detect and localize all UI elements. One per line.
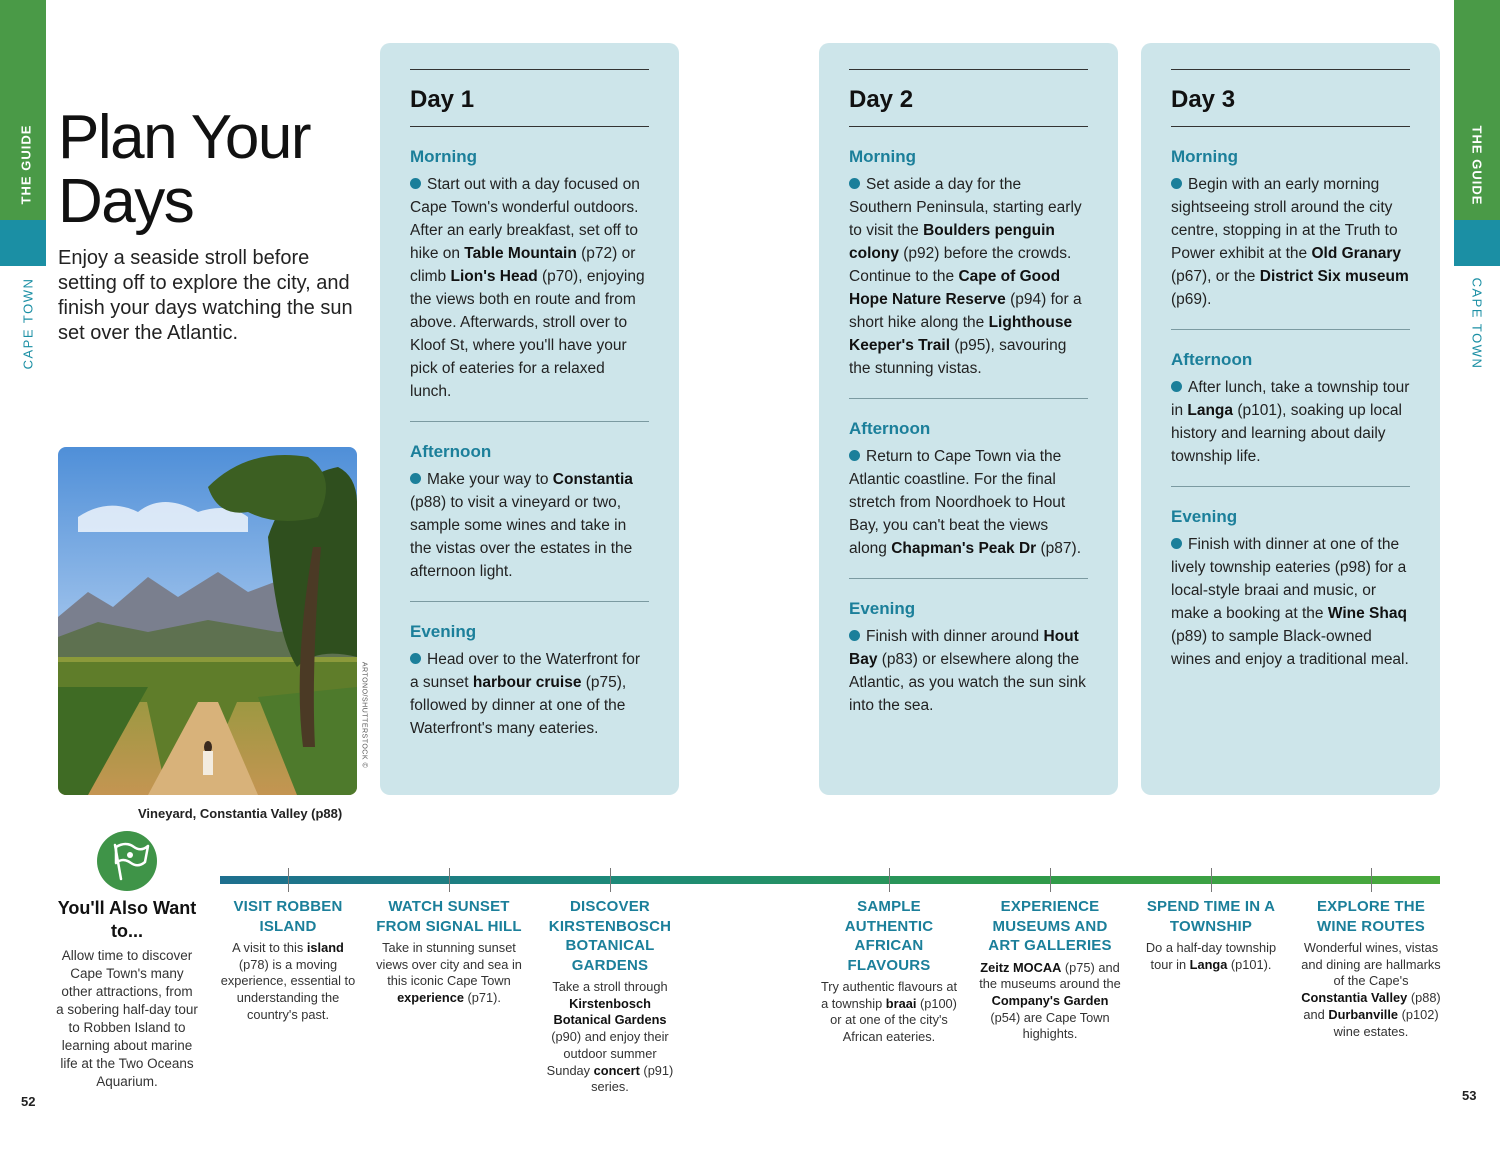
timeline-tick [1371, 868, 1372, 892]
flag-icon-glyph [97, 831, 157, 891]
intro-paragraph: Enjoy a seaside stroll before setting off to explore the city, and finish your days watching the sun set over the Atlantic. [58, 247, 353, 344]
bold-text: Chapman's Peak Dr [891, 540, 1037, 557]
text-run: (p100) or at one of the city's African eateries. [830, 995, 957, 1045]
bold-text: Lion's Head [450, 268, 538, 285]
bold-text: Wine Shaq [1327, 605, 1407, 622]
day-section [849, 399, 1088, 578]
timeline-item [376, 897, 522, 1007]
bullet-dot-icon [410, 653, 421, 664]
text-run: A visit to this [232, 940, 307, 955]
day-card-content [410, 69, 649, 758]
item-body [220, 940, 356, 1024]
text-run: Do a half-day township tour in [1145, 940, 1277, 972]
text-run: (p101). [1227, 956, 1272, 972]
bold-text: Table Mountain [464, 245, 577, 262]
text-run: Wonderful wines, vistas and dining are hallmarks of the Cape's [1301, 940, 1441, 989]
text-run: Return to Cape Town via the Atlantic coastline. For the final stretch from Noordhoek to Hout Bay, you can't beat the views along [849, 448, 1066, 557]
bold-text: Cape of Good Hope Nature Reserve [849, 268, 1061, 308]
bullet-dot-icon [1171, 538, 1182, 549]
item-body [1300, 940, 1442, 1040]
text-run: (p91) series. [591, 1062, 674, 1095]
timeline-tick [449, 868, 450, 892]
bold-text: Boulders penguin colony [849, 222, 1055, 262]
left-tab-guide-label: THE GUIDE [18, 124, 34, 205]
text-run: (p88) and [1303, 990, 1441, 1022]
text-run: (p83) or elsewhere along the Atlantic, as you watch the sun sink into the sea. [849, 651, 1086, 714]
day-card-3 [1141, 43, 1440, 795]
section-heading: Morning [410, 147, 478, 166]
photo-credit-text: ARTONO/SHUTTERSTOCK © [360, 661, 368, 769]
text-run: Take a stroll through [552, 979, 668, 994]
text-run: Make your way to [427, 471, 553, 488]
text-run: (p102) wine estates. [1333, 1006, 1439, 1039]
item-body [1141, 940, 1281, 973]
text-run: After lunch, take a township tour in [1171, 379, 1410, 419]
day-title: Day 1 [410, 86, 475, 113]
bold-text: District Six museum [1259, 268, 1409, 285]
timeline-tick [610, 868, 611, 892]
section-heading: Evening [849, 599, 916, 618]
section-heading: Afternoon [849, 419, 931, 438]
bold-text: harbour cruise [472, 674, 582, 691]
timeline-tick [889, 868, 890, 892]
bold-text: Constantia Valley [1301, 990, 1408, 1006]
day-card-content [1171, 69, 1410, 689]
day-card-content [849, 69, 1088, 735]
text-run: Finish with dinner at one of the lively township eateries (p98) for a local-style braai and music, or make a booking at the [1171, 536, 1407, 622]
page-title-line-2: Days [58, 167, 194, 236]
section-heading: Evening [410, 622, 477, 641]
section-heading: Morning [849, 147, 917, 166]
text-run: (p67), or the [1171, 268, 1260, 285]
section-body [1171, 533, 1410, 671]
section-body [849, 445, 1088, 560]
text-run: (p70), enjoying the views both en route and from above. Afterwards, stroll over to Kloof St, where you'll have your pick of eateries for a relaxed lunch. [410, 268, 645, 400]
bullet-dot-icon [410, 473, 421, 484]
bold-text: Lighthouse Keeper's Trail [849, 314, 1073, 354]
timeline-tick [1211, 868, 1212, 892]
page-title-line-1: Plan Your [58, 103, 310, 172]
section-heading: Afternoon [410, 442, 492, 461]
bullet-dot-icon [1171, 178, 1182, 189]
page-number-left: 52 [21, 1094, 36, 1109]
text-run: Take in stunning sunset views over city and sea in this iconic Cape Town [376, 940, 522, 989]
text-run: (p75) and the museums around the [979, 959, 1121, 992]
item-heading: SAMPLE AUTHENTIC AFRICAN FLAVOURS [844, 898, 934, 974]
timeline-item [1141, 897, 1281, 973]
section-heading: Morning [1171, 147, 1239, 166]
text-run: (p87). [1036, 540, 1082, 557]
vineyard-photo [58, 447, 357, 795]
section-body [1171, 376, 1410, 468]
text-run: (p69). [1171, 291, 1212, 308]
day-section [849, 127, 1088, 398]
right-tab-city-label: CAPE TOWN [1469, 277, 1485, 370]
day-section [410, 422, 649, 601]
text-run: Set aside a day for the Southern Peninsula, starting early to visit the [849, 176, 1082, 239]
timeline-tick [288, 868, 289, 892]
text-run: Start out with a day focused on Cape Town's wonderful outdoors. After an early breakfast, set off to hike on [410, 176, 640, 262]
bullet-dot-icon [849, 630, 860, 641]
photo-credit [358, 660, 370, 770]
text-run: (p72) or climb [410, 245, 636, 285]
text-run: (p71). [463, 990, 501, 1006]
right-tab-guide-label: THE GUIDE [1469, 125, 1485, 206]
also-want-title: You'll Also Want to... [57, 898, 197, 941]
item-heading: VISIT ROBBEN ISLAND [233, 898, 343, 935]
day-title: Day 3 [1171, 86, 1236, 113]
text-run: (p78) is a moving experience, essential to understanding the country's past. [220, 956, 356, 1022]
text-run: (p90) and enjoy their outdoor summer Sunday [546, 1029, 669, 1078]
bold-text: Hout Bay [849, 628, 1079, 668]
section-heading: Evening [1171, 507, 1238, 526]
item-heading: WATCH SUNSET FROM SIGNAL HILL [376, 898, 522, 935]
text-run: Begin with an early morning sightseeing stroll around the city centre, stopping in at the Truth to Power exhibit at the [1171, 176, 1398, 262]
timeline-tick [1050, 868, 1051, 892]
section-body [1171, 173, 1410, 311]
item-heading: EXPERIENCE MUSEUMS AND ART GALLERIES [988, 898, 1112, 954]
text-run: (p88) to visit a vineyard or two, sample some wines and take in the vistas over the estates in the afternoon light. [410, 494, 633, 580]
bold-text: braai [885, 995, 917, 1011]
text-run: (p94) for a short hike along the [849, 291, 1082, 331]
day-section [410, 127, 649, 421]
page-title [58, 103, 310, 236]
section-body [410, 468, 649, 583]
text-run: Finish with dinner around [866, 628, 1044, 645]
day-section [410, 602, 649, 758]
bold-text: Kirstenbosch Botanical Gardens [553, 995, 667, 1028]
text-run: (p92) before the crowds. Continue to the [849, 245, 1072, 285]
item-heading: SPEND TIME IN A TOWNSHIP [1146, 898, 1276, 935]
bold-text: Constantia [552, 471, 633, 488]
bold-text: experience [397, 990, 464, 1006]
day-section [1171, 127, 1410, 329]
item-body [376, 940, 522, 1007]
text-run: Head over to the Waterfront for a sunset [410, 651, 641, 691]
section-body [410, 173, 649, 403]
section-body [849, 625, 1088, 717]
bold-text: Durbanville [1328, 1006, 1399, 1022]
day-card-1 [380, 43, 679, 795]
item-body [976, 960, 1124, 1044]
bullet-dot-icon [1171, 381, 1182, 392]
bold-text: Langa [1187, 402, 1234, 419]
bullet-dot-icon [849, 178, 860, 189]
item-body [818, 979, 960, 1046]
section-heading: Afternoon [1171, 350, 1253, 369]
bold-text: island [306, 940, 344, 955]
bold-text: Zeitz MOCAA [980, 959, 1062, 975]
day-title: Day 2 [849, 86, 914, 113]
text-run: (p89) to sample Black-owned wines and enjoy a traditional meal. [1171, 628, 1409, 668]
left-side-tab [0, 0, 46, 380]
bold-text: Langa [1189, 956, 1228, 972]
timeline-item [1300, 897, 1442, 1040]
text-run: (p54) are Cape Town highights. [990, 1009, 1110, 1042]
vineyard-photo-illustration [58, 447, 357, 795]
right-side-tab [1454, 0, 1500, 380]
item-body [540, 979, 680, 1096]
bold-text: concert [593, 1062, 640, 1078]
flag-icon [97, 831, 157, 891]
day-section [1171, 487, 1410, 689]
text-run: (p101), soaking up local history and learning about daily township life. [1171, 402, 1402, 465]
timeline-item [540, 897, 680, 1096]
also-want-text: Allow time to discover Cape Town's many other attractions, from a sobering half-day tour to Robben Island to learning about marine life at the Two Oceans Aquarium. [56, 948, 198, 1089]
text-run: (p95), savouring the stunning vistas. [849, 337, 1067, 377]
day-section [849, 579, 1088, 735]
bullet-dot-icon [410, 178, 421, 189]
item-heading: EXPLORE THE WINE ROUTES [1316, 898, 1426, 935]
day-section [1171, 330, 1410, 486]
section-body [849, 173, 1088, 380]
text-run: Try authentic flavours at a township [820, 979, 958, 1011]
photo-caption: Vineyard, Constantia Valley (p88) [138, 806, 343, 821]
timeline-item [220, 897, 356, 1024]
item-heading: DISCOVER KIRSTENBOSCH BOTANICAL GARDENS [548, 898, 672, 974]
bold-text: Company's Garden [991, 992, 1109, 1008]
text-run: (p75), followed by dinner at one of the Waterfront's many eateries. [410, 674, 627, 737]
left-tab-city-label: CAPE TOWN [20, 277, 36, 370]
page-number-right: 53 [1462, 1088, 1477, 1103]
bullet-dot-icon [849, 450, 860, 461]
timeline-bar [220, 876, 1440, 884]
section-body [410, 648, 649, 740]
bold-text: Old Granary [1311, 245, 1402, 262]
timeline-item [818, 897, 960, 1046]
day-card-2 [819, 43, 1118, 795]
timeline-item [976, 897, 1124, 1043]
